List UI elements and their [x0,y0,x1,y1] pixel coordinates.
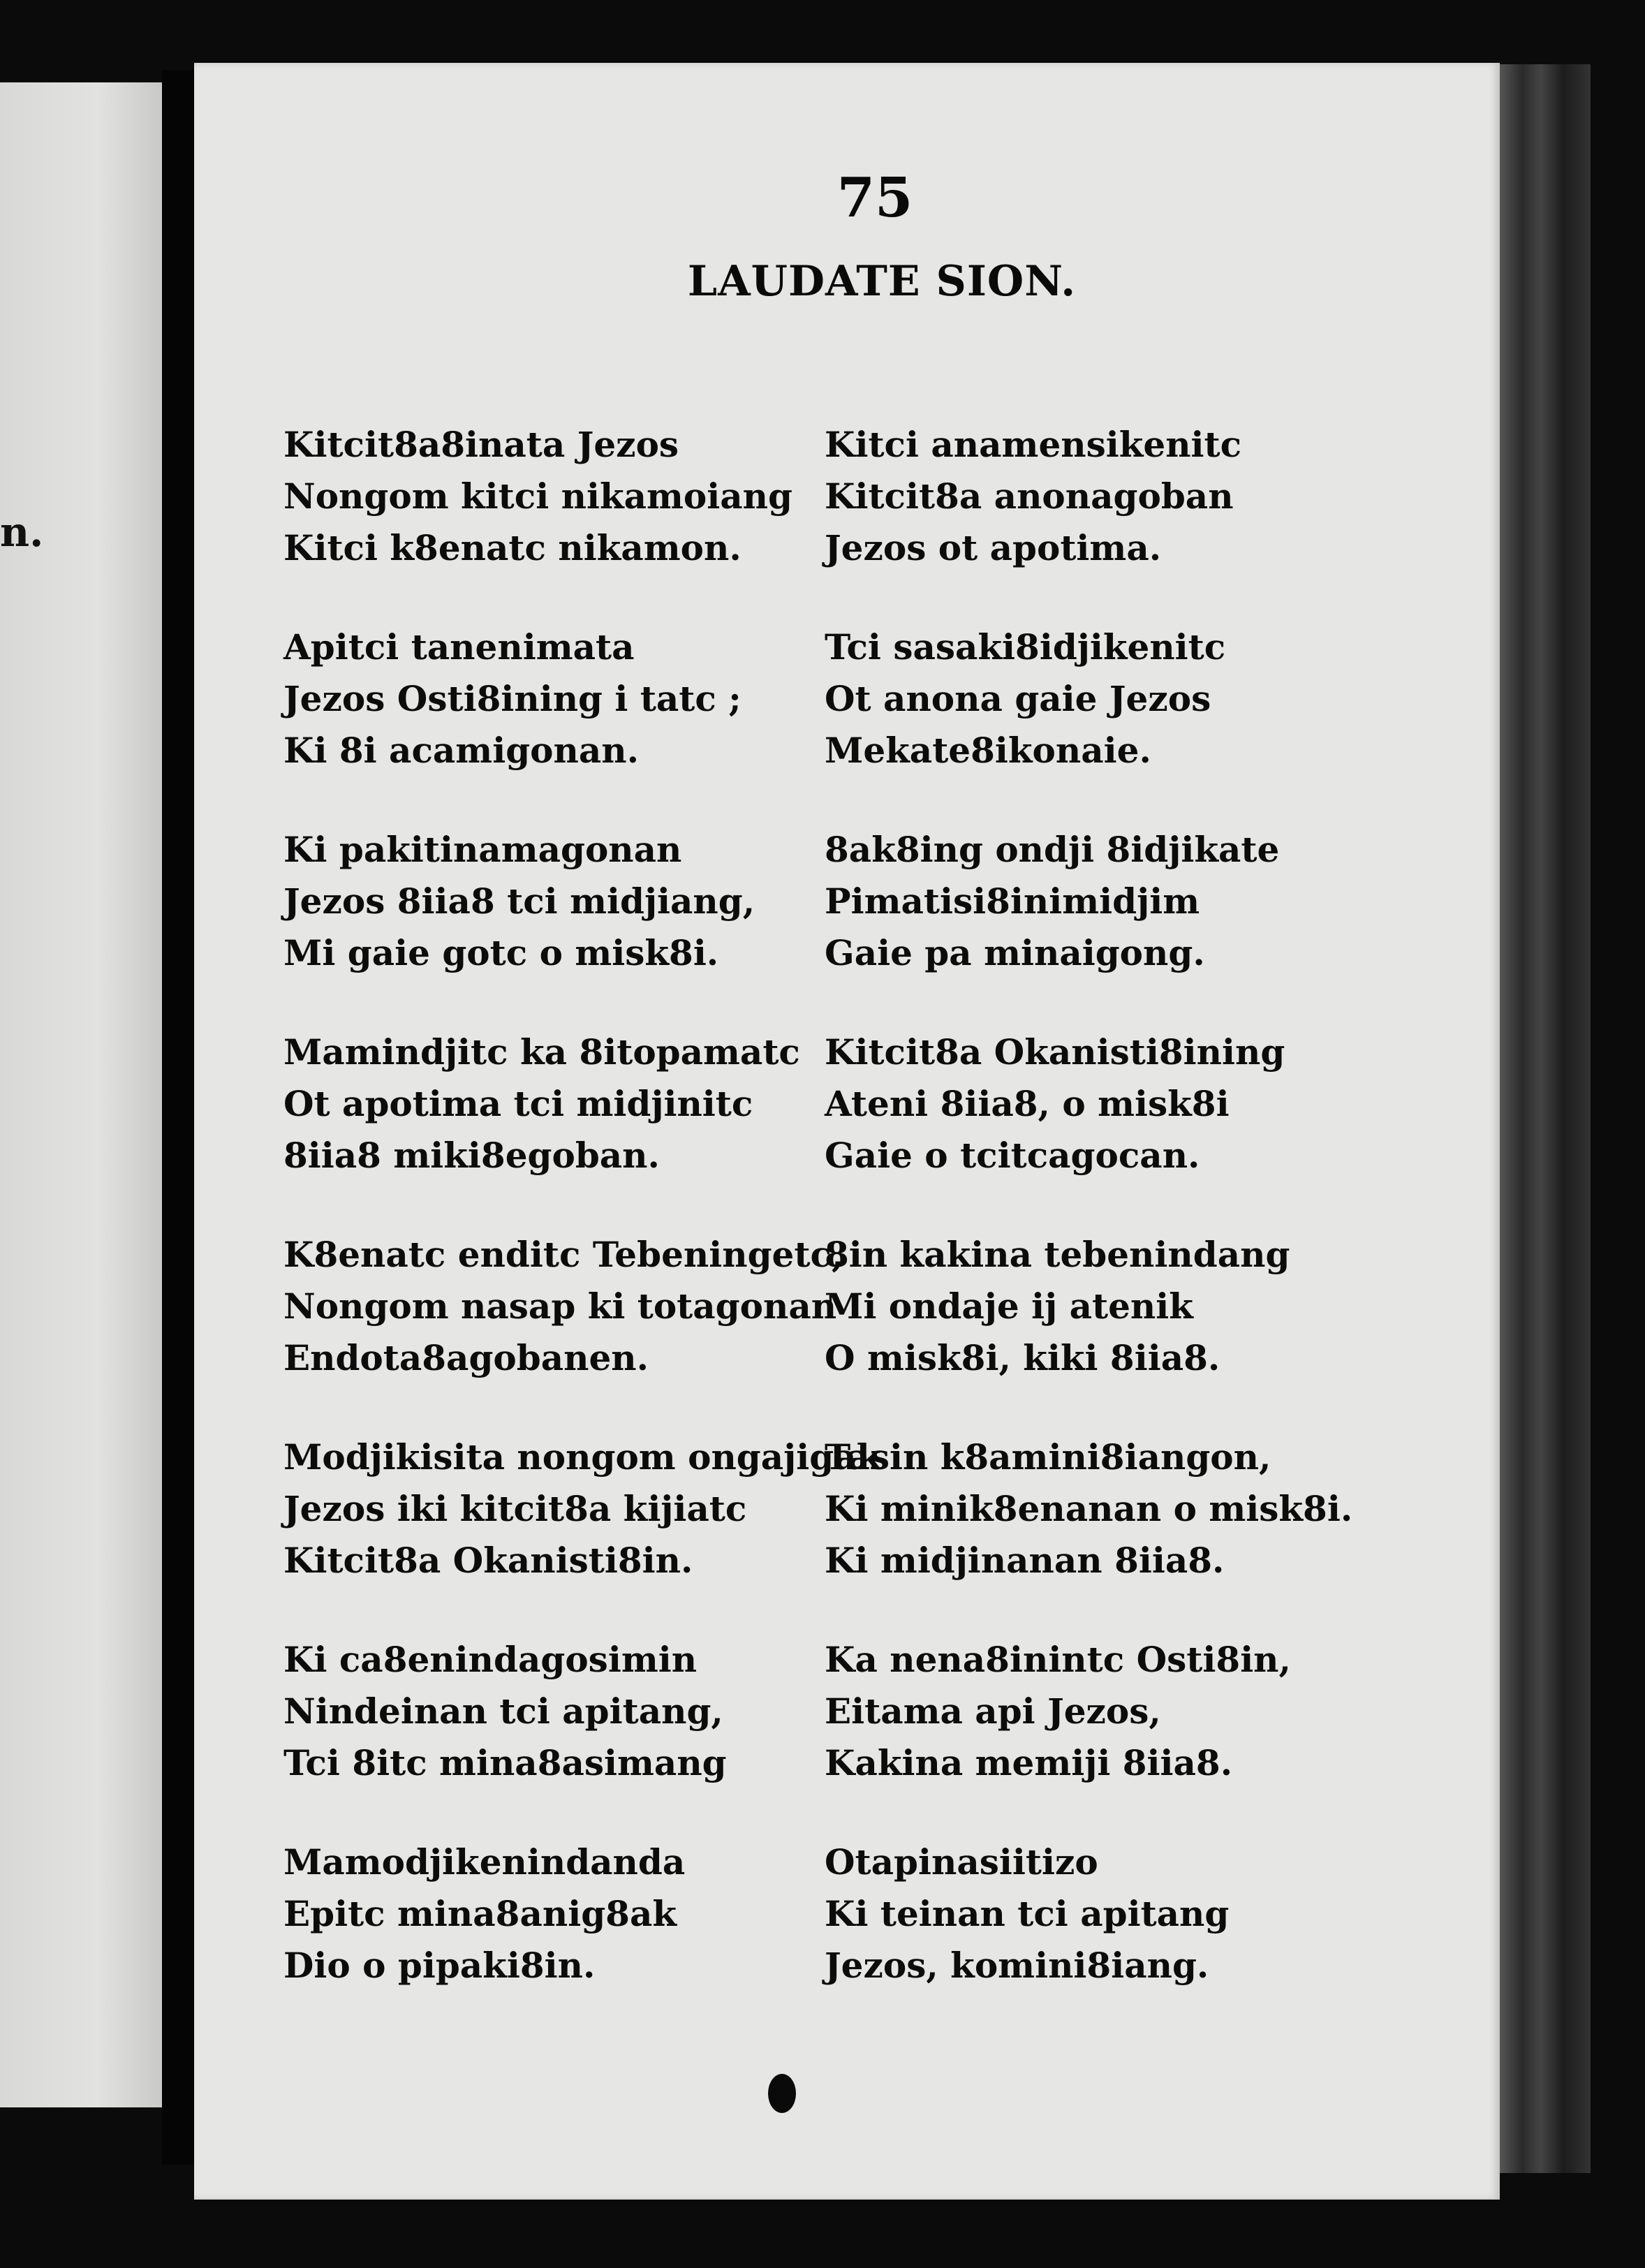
verse-line: Mamindjitc ka 8itopamatc [283,1031,800,1073]
stanza-right [825,1026,1453,1181]
verse-line: Ot anona gaie Jezos [825,678,1211,719]
stanza-left [283,824,825,979]
stanza-right [825,824,1453,979]
verse-line: Dio o pipaki8in. [283,1945,596,1986]
page-edge [1500,64,1591,2173]
verse-line: Jezos, komini8iang. [825,1945,1209,1986]
stanza-left [283,1026,825,1181]
left-page-text: n. [0,508,44,556]
verse-line: Tci 8itc mina8asimang [283,1742,727,1783]
verse-line: Modjikisita nongom ongajigak [283,1436,881,1478]
verse-line: Jezos ot apotima. [825,527,1162,568]
stanza-row [283,1026,1470,1181]
verse-line: Tasin k8amini8iangon, [825,1436,1271,1478]
stanza-row [283,1431,1470,1586]
verse-line: O misk8i, kiki 8iia8. [825,1337,1220,1378]
verse-line: Ki minik8enanan o misk8i. [825,1488,1353,1529]
verse-line: Eitama api Jezos, [825,1691,1161,1732]
stanza-row [283,1229,1470,1384]
stanza-list [283,419,1470,2039]
verse-line: Jezos Osti8ining i tatc ; [283,678,742,719]
verse-line: Mi gaie gotc o misk8i. [283,932,719,973]
verse-line: Ki pakitinamagonan [283,829,682,870]
verse-line: Mi ondaje ij atenik [825,1286,1193,1327]
book-gutter [162,70,194,2165]
verse-line: Kakina memiji 8iia8. [825,1742,1233,1783]
ornament-dot [768,2074,796,2113]
stanza-left [283,1836,825,1991]
verse-line: Jezos iki kitcit8a kijiatc [283,1488,747,1529]
stanza-row [283,1634,1470,1789]
stanza-right [825,621,1453,776]
verse-line: Ot apotima tci midjinitc [283,1083,753,1124]
verse-line: Nindeinan tci apitang, [283,1691,723,1732]
stanza-right [825,419,1453,574]
stanza-left [283,621,825,776]
stanza-right [825,1836,1453,1991]
verse-line: Kitcit8a anonagoban [825,476,1234,517]
verse-line: Ki ca8enindagosimin [283,1639,698,1680]
verse-line: Epitc mina8anig8ak [283,1893,677,1934]
verse-line: K8enatc enditc Tebeningetc, [283,1234,844,1275]
stanza-right [825,1431,1453,1586]
stanza-row [283,824,1470,979]
verse-line: Tci sasaki8idjikenitc [825,626,1226,668]
verse-line: Apitci tanenimata [283,626,635,668]
verse-line: Kitcit8a8inata Jezos [283,424,679,465]
left-page-fragment [0,82,162,2107]
stanza-left [283,1229,844,1384]
page-number: 75 [836,166,913,230]
verse-line: Gaie pa minaigong. [825,932,1205,973]
verse-line: 8ak8ing ondji 8idjikate [825,829,1280,870]
stanza-left [283,1431,881,1586]
stanza-row [283,1836,1470,1991]
stanza-left [283,419,825,574]
verse-line: 8in kakina tebenindang [825,1234,1290,1275]
verse-line: Nongom nasap ki totagonan [283,1286,837,1327]
verse-line: Jezos 8iia8 tci midjiang, [283,881,755,922]
verse-line: Kitci anamensikenitc [825,424,1242,465]
verse-line: 8iia8 miki8egoban. [283,1135,660,1176]
stanza-right [825,1229,1453,1384]
verse-line: Ki midjinanan 8iia8. [825,1540,1225,1581]
verse-line: Kitcit8a Okanisti8in. [283,1540,693,1581]
verse-line: Ateni 8iia8, o misk8i [825,1083,1230,1124]
stanza-right [825,1634,1453,1789]
verse-line: Kitcit8a Okanisti8ining [825,1031,1285,1073]
verse-line: Pimatisi8inimidjim [825,881,1200,922]
verse-line: Nongom kitci nikamoiang [283,476,792,517]
stanza-left [283,1634,825,1789]
verse-line: Ki teinan tci apitang [825,1893,1230,1934]
verse-line: Mamodjikenindanda [283,1841,686,1883]
book-page [194,63,1500,2200]
verse-line: Endota8agobanen. [283,1337,649,1378]
verse-line: Gaie o tcitcagocan. [825,1135,1200,1176]
verse-line: Ki 8i acamigonan. [283,730,640,771]
verse-line: Mekate8ikonaie. [825,730,1151,771]
verse-line: Otapinasiitizo [825,1841,1098,1883]
stanza-row [283,419,1470,574]
verse-line: Ka nena8inintc Osti8in, [825,1639,1291,1680]
hymn-title: LAUDATE SION. [687,257,1077,306]
stanza-row [283,621,1470,776]
verse-line: Kitci k8enatc nikamon. [283,527,742,568]
